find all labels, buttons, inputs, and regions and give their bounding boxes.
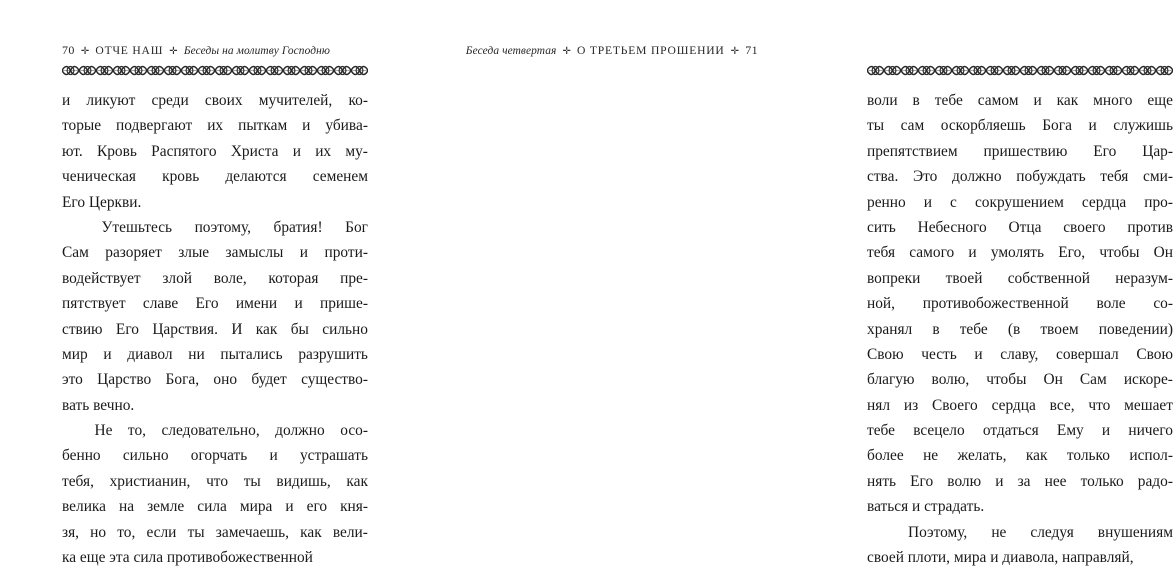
text-word: убива- — [325, 117, 368, 135]
text-word: Его — [910, 472, 934, 490]
paragraph-indent — [62, 215, 79, 240]
text-word: торые — [62, 117, 102, 135]
folio-number-right: 71 — [745, 43, 758, 57]
text-word: и — [299, 244, 309, 262]
text-word: испол- — [1129, 447, 1173, 465]
text-word: совершал — [1056, 345, 1119, 363]
text-word: сила — [197, 498, 227, 516]
text-word: но — [90, 523, 107, 541]
text-word: и — [1088, 117, 1097, 135]
text-line — [62, 469, 368, 494]
text-line — [62, 139, 368, 164]
text-word: Утешьтесь — [101, 218, 173, 236]
text-word: злые — [178, 244, 210, 262]
text-word: огорчать — [190, 447, 248, 465]
text-word: зя, — [62, 523, 80, 541]
text-word: братия! — [273, 218, 323, 236]
text-word: замечаешь, — [215, 523, 289, 541]
text-word: тебя — [867, 244, 896, 262]
text-word: Христа — [230, 142, 279, 160]
text-word: сми- — [1143, 168, 1173, 186]
text-word: Кровь — [96, 142, 137, 160]
text-word: Небесного — [917, 218, 987, 236]
text-line — [867, 240, 1173, 265]
text-word: самого — [909, 244, 955, 262]
text-line — [62, 291, 368, 316]
text-word: что — [1088, 396, 1111, 414]
text-line — [62, 494, 368, 519]
text-word: следуя — [1030, 523, 1074, 541]
text-word: более — [867, 447, 904, 465]
text-word: и — [923, 193, 932, 211]
text-line: вать вечно. — [62, 396, 135, 414]
page-recto — [410, 0, 1173, 567]
text-word: мешает — [1124, 396, 1173, 414]
text-word: ни — [188, 345, 205, 363]
running-head-right — [466, 42, 758, 58]
text-word: сердца — [1081, 193, 1127, 211]
text-word: подвергают — [116, 117, 193, 135]
text-word: Его — [1093, 142, 1117, 160]
text-line — [867, 469, 1173, 494]
text-line — [867, 139, 1173, 164]
text-word: Сам — [62, 244, 89, 262]
text-column-right — [867, 88, 1173, 570]
text-word: осо- — [340, 422, 368, 440]
text-word: воле, — [213, 269, 247, 287]
text-line: ка еще эта сила противобожественной — [62, 549, 313, 567]
text-line — [62, 164, 368, 189]
text-word: вопреки — [867, 269, 921, 287]
text-line — [62, 443, 368, 468]
text-word: прише- — [319, 295, 368, 313]
text-word: видишь, — [276, 472, 331, 490]
text-word: мира — [239, 498, 273, 516]
text-word: препятствием — [867, 142, 958, 160]
text-word: бы — [290, 320, 309, 338]
text-line — [867, 88, 1173, 113]
text-word: устрашать — [299, 447, 368, 465]
text-word: Он — [1043, 371, 1063, 389]
text-line — [62, 342, 368, 367]
folio-number-left: 70 — [62, 43, 75, 57]
text-word: если — [146, 523, 177, 541]
text-word: ничего — [1128, 422, 1173, 440]
text-word: водействует — [62, 269, 141, 287]
text-word: и — [285, 498, 294, 516]
text-line — [867, 443, 1173, 468]
text-word: с — [950, 193, 957, 211]
text-word: Поэтому, — [908, 523, 968, 541]
text-word: в — [912, 92, 920, 109]
text-word: Бог — [345, 218, 368, 236]
text-word: воли — [867, 92, 898, 109]
text-word: оскорбляешь — [940, 117, 1026, 135]
text-word: твоем — [1040, 320, 1079, 338]
text-line — [867, 215, 1173, 240]
text-column-left — [62, 88, 368, 570]
text-line — [867, 418, 1173, 443]
text-word: делаются — [225, 168, 287, 186]
text-line — [867, 520, 1173, 545]
text-word: хранял — [867, 320, 913, 338]
text-word: разоряет — [105, 244, 162, 262]
text-word: и — [62, 92, 71, 109]
text-word: пришествию — [983, 142, 1068, 160]
text-word: (в — [1007, 320, 1021, 338]
text-word: умолять — [990, 244, 1045, 262]
text-word: должно — [275, 422, 325, 440]
text-word: искоре- — [1123, 371, 1173, 389]
text-word: и — [302, 117, 311, 135]
text-word: не — [991, 523, 1007, 541]
text-word: как — [255, 320, 278, 338]
running-subtitle-right: Беседа четвертая — [465, 45, 557, 57]
text-word: собственной — [1007, 269, 1091, 287]
text-line — [867, 367, 1173, 392]
text-word: служишь — [1113, 117, 1173, 135]
text-word: будет — [251, 371, 287, 389]
paragraph-indent — [62, 418, 79, 443]
text-word: воле — [1096, 295, 1126, 313]
text-word: ликуют — [86, 92, 136, 109]
text-word: Бога, — [165, 371, 200, 389]
text-word: Отца — [1008, 218, 1042, 236]
text-word: сить — [867, 218, 896, 236]
text-word: злой — [162, 269, 193, 287]
text-word: И — [231, 320, 243, 338]
text-word: то, — [127, 422, 146, 440]
text-word: волю, — [931, 371, 970, 389]
text-word: ренно — [867, 193, 906, 211]
text-word: на — [119, 498, 135, 516]
text-word: побуждать — [1016, 168, 1086, 186]
text-word: и — [1033, 92, 1042, 109]
text-word: кня- — [340, 498, 368, 516]
text-word: за — [1017, 472, 1031, 490]
text-word: му- — [345, 142, 368, 160]
text-line — [62, 215, 368, 240]
text-word: их — [315, 142, 332, 160]
text-word: как — [300, 523, 322, 541]
text-word: то, — [117, 523, 136, 541]
text-word: Царство — [97, 371, 152, 389]
text-word: имени — [235, 295, 278, 313]
text-word: ства. — [867, 168, 899, 186]
text-word: своего — [1063, 218, 1106, 236]
text-word: внушениям — [1097, 523, 1173, 541]
text-word: против — [1127, 218, 1173, 236]
text-line — [62, 113, 368, 138]
text-word: самом — [977, 92, 1019, 109]
text-line — [867, 342, 1173, 367]
text-word: отдаться — [982, 422, 1039, 440]
text-word: бенно — [62, 447, 101, 465]
text-word: в — [932, 320, 940, 338]
text-word: сокрушением — [974, 193, 1064, 211]
text-word: Свою — [867, 345, 904, 363]
text-word: и — [292, 142, 301, 160]
text-word: противобожественной — [922, 295, 1069, 313]
text-line — [62, 520, 368, 545]
text-word: как — [1025, 447, 1048, 465]
text-line — [62, 418, 368, 443]
text-word: семенем — [312, 168, 368, 186]
text-word: радо- — [1137, 472, 1173, 490]
text-word: которая — [268, 269, 319, 287]
text-line — [867, 113, 1173, 138]
text-line: ваться и страдать. — [867, 498, 985, 516]
cross-separator-icon: ✛ — [80, 45, 90, 57]
text-word: не — [923, 447, 939, 465]
text-word: тебя, — [62, 472, 94, 490]
cross-separator-icon: ✛ — [730, 45, 740, 57]
text-word: сильно — [322, 320, 368, 338]
text-word: Царствия. — [152, 320, 218, 338]
text-word: из — [903, 396, 919, 414]
text-line — [62, 317, 368, 342]
text-line — [62, 266, 368, 291]
text-word: ной, — [867, 295, 896, 313]
text-word: про- — [1144, 193, 1173, 211]
text-word: Своего — [931, 396, 978, 414]
text-line: Его Церкви. — [62, 193, 142, 211]
text-word: только — [1080, 472, 1124, 490]
text-word: и — [294, 295, 303, 313]
text-word: как — [1056, 92, 1079, 109]
text-word: только — [1066, 447, 1110, 465]
text-word: ют. — [62, 142, 83, 160]
text-word: еще — [1147, 92, 1173, 109]
text-word: поведении) — [1098, 320, 1173, 338]
paragraph-indent — [867, 520, 884, 545]
running-head-left — [62, 42, 330, 58]
text-word: пыткам — [238, 117, 288, 135]
text-word: Ему — [1056, 422, 1084, 440]
text-word: славу, — [1000, 345, 1039, 363]
text-word: что — [206, 472, 229, 490]
text-word: много — [1093, 92, 1133, 109]
ornament-rule-right — [867, 64, 1173, 77]
text-word: их — [207, 117, 224, 135]
text-word: чтобы — [1099, 244, 1140, 262]
text-word: его — [306, 498, 328, 516]
text-word: и — [995, 472, 1004, 490]
text-word: Не — [94, 422, 113, 440]
text-word: Сам — [1079, 371, 1107, 389]
text-word: оно — [213, 371, 238, 389]
text-word: Цар- — [1142, 142, 1173, 160]
text-word: ты — [243, 472, 261, 490]
ornament-rule-left — [62, 64, 368, 77]
text-word: сердца — [991, 396, 1036, 414]
text-word: со- — [1153, 295, 1173, 313]
text-word: христианин, — [109, 472, 191, 490]
text-word: волю — [947, 472, 982, 490]
running-subtitle-left: Беседы на молитву Господню — [183, 45, 330, 57]
text-word: ты — [867, 117, 885, 135]
text-word: Свою — [1136, 345, 1173, 363]
text-word: это — [62, 371, 83, 389]
text-word: велика — [62, 498, 106, 516]
text-word: и — [103, 345, 112, 363]
text-word: пятствует — [62, 295, 126, 313]
text-line — [867, 266, 1173, 291]
text-word: славе — [142, 295, 179, 313]
text-word: ченическая — [62, 168, 136, 186]
text-word: мир — [62, 345, 88, 363]
text-line — [867, 393, 1173, 418]
text-line — [62, 367, 368, 392]
text-word: желать, — [957, 447, 1007, 465]
text-word: Распятого — [151, 142, 217, 160]
text-line — [867, 164, 1173, 189]
text-word: ствию — [62, 320, 103, 338]
text-word: Его, — [1058, 244, 1086, 262]
page-verso — [0, 0, 410, 567]
text-word: Его — [115, 320, 139, 338]
text-word: тебя — [1100, 168, 1129, 186]
text-word: мучителей, — [258, 92, 333, 109]
text-word: замыслы — [225, 244, 284, 262]
text-word: нял — [867, 396, 890, 414]
text-line — [62, 240, 368, 265]
text-word: нее — [1044, 472, 1067, 490]
text-line: своей плоти, мира и диавола, направляй, — [867, 549, 1134, 567]
text-word: тебе — [959, 320, 988, 338]
text-word: своих — [204, 92, 243, 109]
text-word: Его — [195, 295, 219, 313]
text-word: пытались — [220, 345, 283, 363]
text-line — [867, 291, 1173, 316]
text-word: диавол — [127, 345, 173, 363]
text-word: тебе — [934, 92, 963, 109]
text-word: благую — [867, 371, 915, 389]
text-word: ко- — [348, 92, 368, 109]
text-word: и — [968, 244, 977, 262]
text-word: сильно — [122, 447, 169, 465]
cross-separator-icon: ✛ — [562, 45, 572, 57]
cross-separator-icon: ✛ — [169, 45, 178, 57]
running-title-left: ОТЧЕ НАШ — [95, 44, 164, 57]
running-title-right: О ТРЕТЬЕМ ПРОШЕНИИ — [577, 44, 725, 57]
text-word: существо- — [301, 371, 368, 389]
text-word: чтобы — [986, 371, 1027, 389]
text-word: неразум- — [1115, 269, 1173, 287]
text-word: следовательно, — [161, 422, 260, 440]
text-word: сам — [900, 117, 925, 135]
text-word: Это — [912, 168, 938, 186]
text-word: нять — [867, 472, 897, 490]
text-word: Он — [1153, 244, 1173, 262]
text-word: вели- — [332, 523, 368, 541]
text-word: все, — [1049, 396, 1075, 414]
text-word: Бога — [1042, 117, 1072, 135]
text-word: должно — [952, 168, 1002, 186]
text-word: ты — [187, 523, 205, 541]
text-word: земле — [147, 498, 185, 516]
text-word: и — [974, 345, 983, 363]
text-word: проти- — [324, 244, 368, 262]
text-word: всецело — [913, 422, 965, 440]
text-word: как — [346, 472, 368, 490]
text-line — [867, 317, 1173, 342]
text-line — [867, 190, 1173, 215]
text-word: твоей — [945, 269, 983, 287]
text-word: поэтому, — [194, 218, 251, 236]
text-word: разрушить — [298, 345, 368, 363]
text-word: пре- — [340, 269, 368, 287]
text-word: честь — [921, 345, 957, 363]
text-word: кровь — [162, 168, 200, 186]
text-word: и — [269, 447, 278, 465]
text-word: и — [1101, 422, 1111, 440]
text-line — [62, 88, 368, 113]
text-word: среди — [151, 92, 189, 109]
text-word: тебе — [867, 422, 896, 440]
